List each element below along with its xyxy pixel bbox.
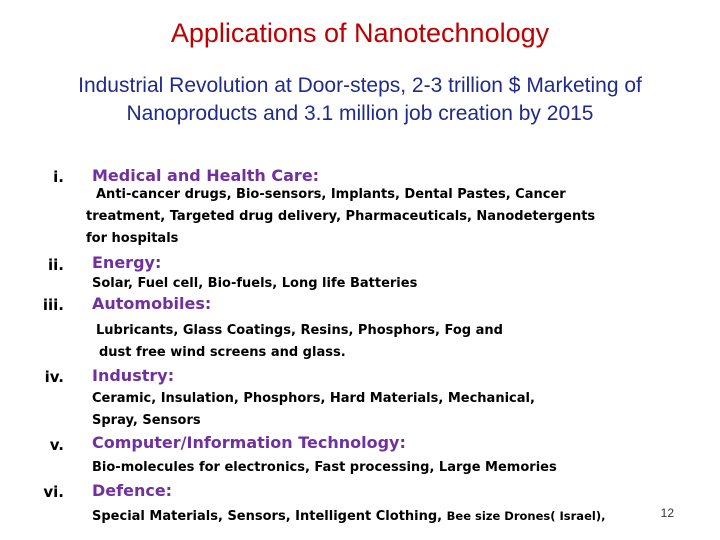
item-desc-defence bbox=[92, 505, 605, 528]
item-number-v: v. bbox=[49, 436, 64, 454]
item-heading-energy bbox=[92, 253, 161, 272]
desc-line: Solar, Fuel cell, Bio-fuels, Long life Batteries bbox=[92, 276, 418, 291]
slide-title: Applications of Nanotechnology bbox=[170, 18, 550, 48]
item-desc-industry bbox=[92, 388, 535, 432]
item-heading-automobiles bbox=[92, 294, 211, 313]
heading-colon: : bbox=[312, 166, 320, 185]
heading-text: Medical and Health Care bbox=[92, 166, 313, 185]
heading-colon: : bbox=[154, 253, 162, 272]
heading-text: Industry bbox=[92, 366, 168, 385]
desc-line: Bio-molecules for electronics, Fast processing, Large Memories bbox=[92, 460, 557, 475]
item-number-iii: iii. bbox=[42, 296, 64, 314]
item-desc-computer-it bbox=[92, 457, 557, 479]
heading-text: Automobiles bbox=[92, 294, 205, 313]
item-number-i: i. bbox=[53, 168, 64, 186]
desc-line: Anti-cancer drugs, Bio-sensors, Implants, Dental Pastes, Cancer bbox=[96, 187, 566, 202]
item-heading-defence bbox=[92, 481, 172, 500]
heading-colon: : bbox=[167, 366, 175, 385]
item-heading-medical bbox=[92, 166, 319, 185]
subtitle-line-1: Industrial Revolution at Door-steps, 2-3 trillion $ Marketing of bbox=[78, 74, 642, 97]
heading-colon: : bbox=[165, 481, 173, 500]
heading-text: Defence bbox=[92, 481, 166, 500]
desc-line: treatment, Targeted drug delivery, Pharmaceuticals, Nanodetergents bbox=[86, 209, 596, 224]
item-desc-medical bbox=[86, 184, 595, 250]
item-desc-energy bbox=[92, 273, 417, 295]
heading-text: Computer/Information Technology bbox=[92, 433, 400, 452]
desc-line: Spray, Sensors bbox=[92, 413, 201, 428]
desc-line: dust free wind screens and glass. bbox=[99, 345, 346, 360]
desc-line: Lubricants, Glass Coatings, Resins, Phosphors, Fog and bbox=[96, 323, 503, 338]
heading-text: Energy bbox=[92, 253, 155, 272]
desc-line: Special Materials, Sensors, Intelligent Clothing, bbox=[92, 509, 447, 524]
item-heading-computer-it bbox=[92, 433, 406, 452]
item-desc-automobiles bbox=[96, 320, 503, 364]
item-heading-industry bbox=[92, 366, 174, 385]
heading-colon: : bbox=[399, 433, 406, 452]
item-number-iv: iv. bbox=[44, 368, 64, 386]
slide-subtitle bbox=[20, 72, 700, 128]
item-number-vi: vi. bbox=[43, 483, 64, 501]
page-number: 12 bbox=[660, 506, 674, 520]
desc-line: for hospitals bbox=[86, 231, 179, 246]
item-number-ii: ii. bbox=[48, 256, 64, 274]
heading-colon: : bbox=[204, 294, 212, 313]
desc-line: Ceramic, Insulation, Phosphors, Hard Materials, Mechanical, bbox=[92, 391, 535, 406]
subtitle-line-2: Nanoproducts and 3.1 million job creation by 2015 bbox=[126, 102, 594, 125]
desc-small-suffix: Bee size Drones( Israel), bbox=[446, 509, 606, 523]
